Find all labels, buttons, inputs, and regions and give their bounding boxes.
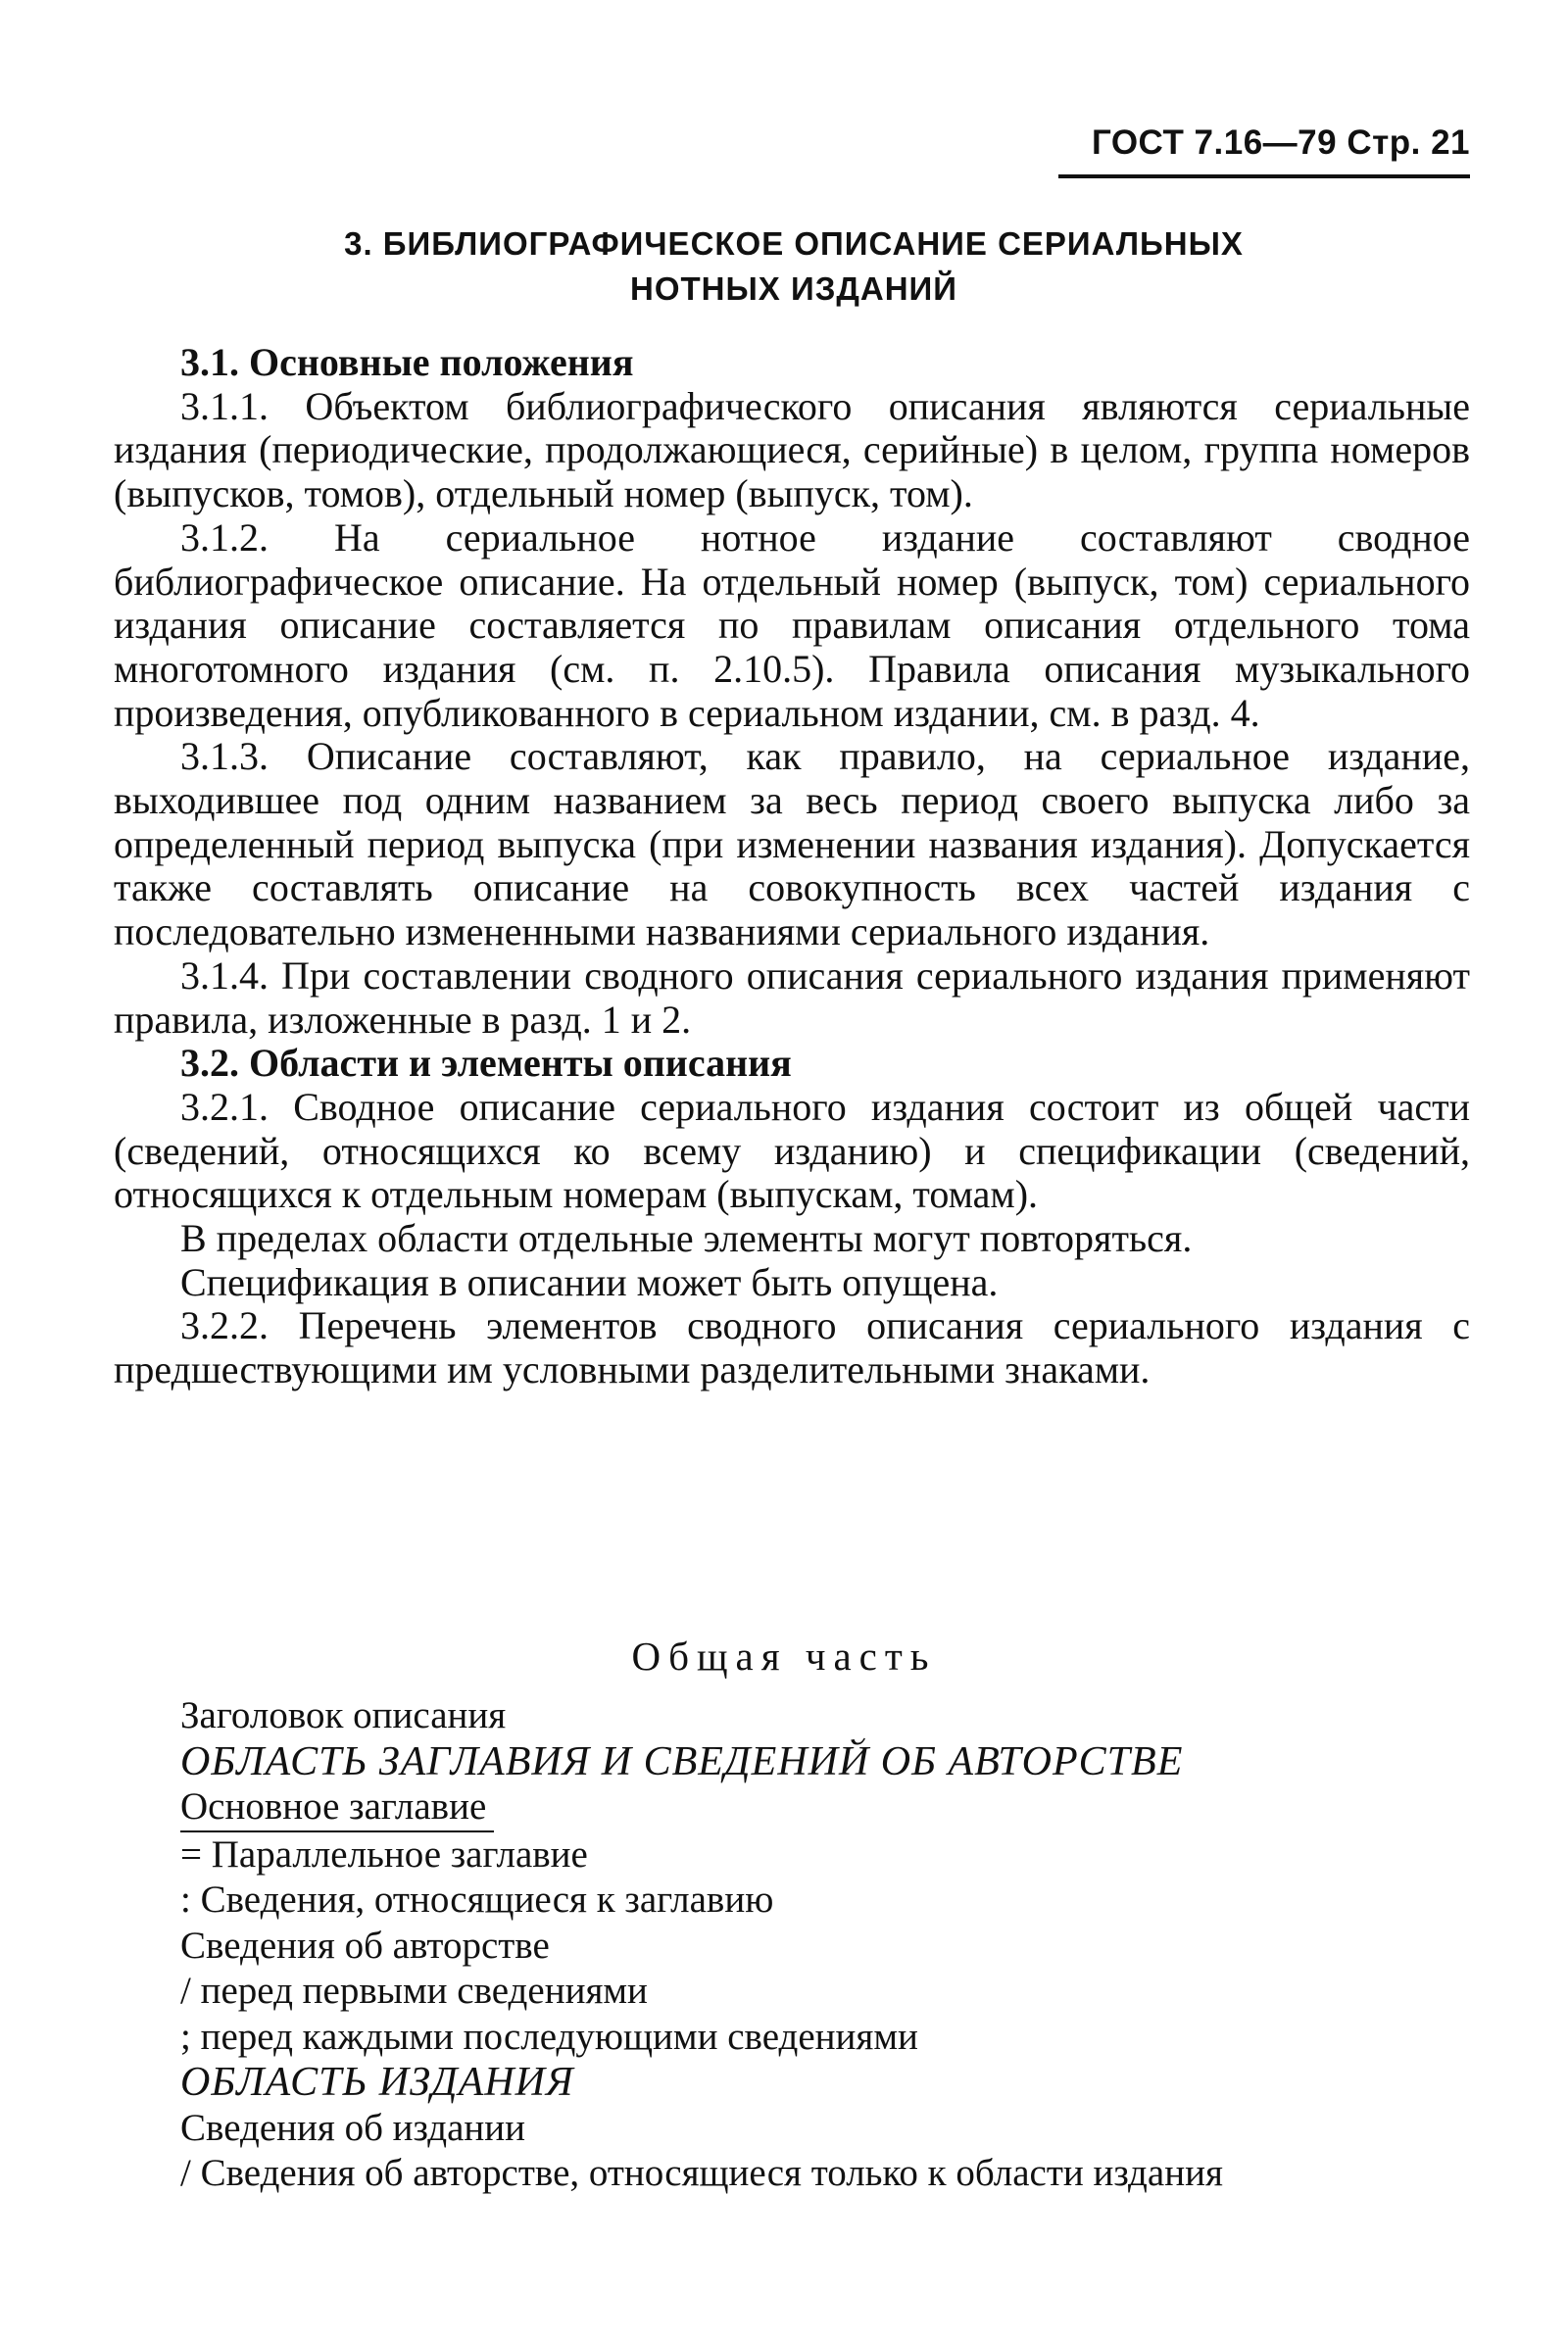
scheme-item-title-info: : Сведения, относящиеся к заглавию (180, 1878, 774, 1921)
paragraph-3-2-1: 3.2.1. Сводное описание сериального издания состоит из общей части (сведений, относящихся ко всему изданию) и спецификации (сведений, относящихся к отдельным номерам (выпускам, томам). (114, 1084, 1470, 1217)
scheme-area-edition-label: ОБЛАСТЬ ИЗДАНИЯ (180, 2060, 574, 2105)
paragraph-3-2-1-note-1: В пределах области отдельные элементы могут повторяться. (180, 1216, 1193, 1261)
paragraph-3-1-3: 3.1.3. Описание составляют, как правило, на сериальное издание, выходившее под одним названием за весь период своего выпуска либо за определенный период выпуска (при изменении названия издания). Допускается также составлять описание на совокупность всех частей издания с последовательно измененными названиями сериального издания. (114, 734, 1470, 954)
element-scheme (180, 1693, 1474, 2197)
scheme-area-title (180, 1739, 1474, 1785)
paragraph-3-1-1: 3.1.1. Объектом библиографического описания являются сериальные издания (периодические, продолжающиеся, серийные) в целом, группа номеров (выпусков, томов), отдельный номер (выпуск, том). (114, 383, 1470, 516)
general-part-heading: Общая часть (631, 1634, 937, 1679)
subsection-heading-3-2: 3.2. Области и элементы описания (180, 1041, 792, 1086)
scheme-line (180, 1784, 1474, 1832)
scheme-line (180, 2015, 1474, 2061)
scheme-item-heading: Заголовок описания (180, 1694, 507, 1736)
scheme-item-main-title: Основное заглавие (180, 1784, 494, 1832)
scheme-item-next-authorship: ; перед каждыми последующими сведениями (180, 2015, 918, 2058)
scheme-item-edition-info: Сведения об издании (180, 2106, 526, 2149)
running-header (1058, 118, 1470, 178)
section-title-line-1: 3. БИБЛИОГРАФИЧЕСКОЕ ОПИСАНИЕ СЕРИАЛЬНЫХ (344, 225, 1244, 262)
scheme-line (180, 1924, 1474, 1970)
body-text (114, 341, 1470, 1392)
scheme-line (180, 2106, 1474, 2152)
section-title (157, 221, 1431, 312)
scheme-line (180, 1969, 1474, 2015)
header-rule (1058, 174, 1470, 178)
scheme-item-authorship: Сведения об авторстве (180, 1924, 550, 1967)
scheme-area-title-label: ОБЛАСТЬ ЗАГЛАВИЯ И СВЕДЕНИЙ ОБ АВТОРСТВЕ (180, 1738, 1184, 1784)
scheme-item-edition-authorship: / Сведения об авторстве, относящиеся только к области издания (180, 2152, 1223, 2194)
paragraph-3-1-4: 3.1.4. При составлении сводного описания сериального издания применяют правила, изложенные в разд. 1 и 2. (114, 952, 1470, 1042)
scheme-line (180, 1693, 1474, 1739)
standard-page-number: ГОСТ 7.16—79 Стр. 21 (1091, 123, 1470, 162)
scheme-item-first-authorship: / перед первыми сведениями (180, 1970, 648, 2012)
scheme-item-parallel-title: = Параллельное заглавие (180, 1832, 588, 1876)
paragraph-3-2-1-note-2: Спецификация в описании может быть опущена. (180, 1259, 999, 1304)
paragraph-3-1-2: 3.1.2. На сериальное нотное издание составляют сводное библиографическое описание. На отдельный номер (выпуск, том) сериального издания описание составляется по правилам описания отдельного тома многотомного издания (см. п. 2.10.5). Правила описания музыкального произведения, опубликованного в сериальном издании, см. в разд. 4. (114, 514, 1470, 735)
scheme-line (180, 1878, 1474, 1924)
section-title-line-2: НОТНЫХ ИЗДАНИЙ (630, 270, 957, 307)
subsection-heading-3-1: 3.1. Основные положения (180, 340, 634, 384)
scheme-area-edition (180, 2060, 1474, 2106)
scheme-line (180, 1832, 1474, 1878)
paragraph-3-2-2: 3.2.2. Перечень элементов сводного описания сериального издания с предшествующими им условными разделительными знаками. (114, 1303, 1470, 1392)
